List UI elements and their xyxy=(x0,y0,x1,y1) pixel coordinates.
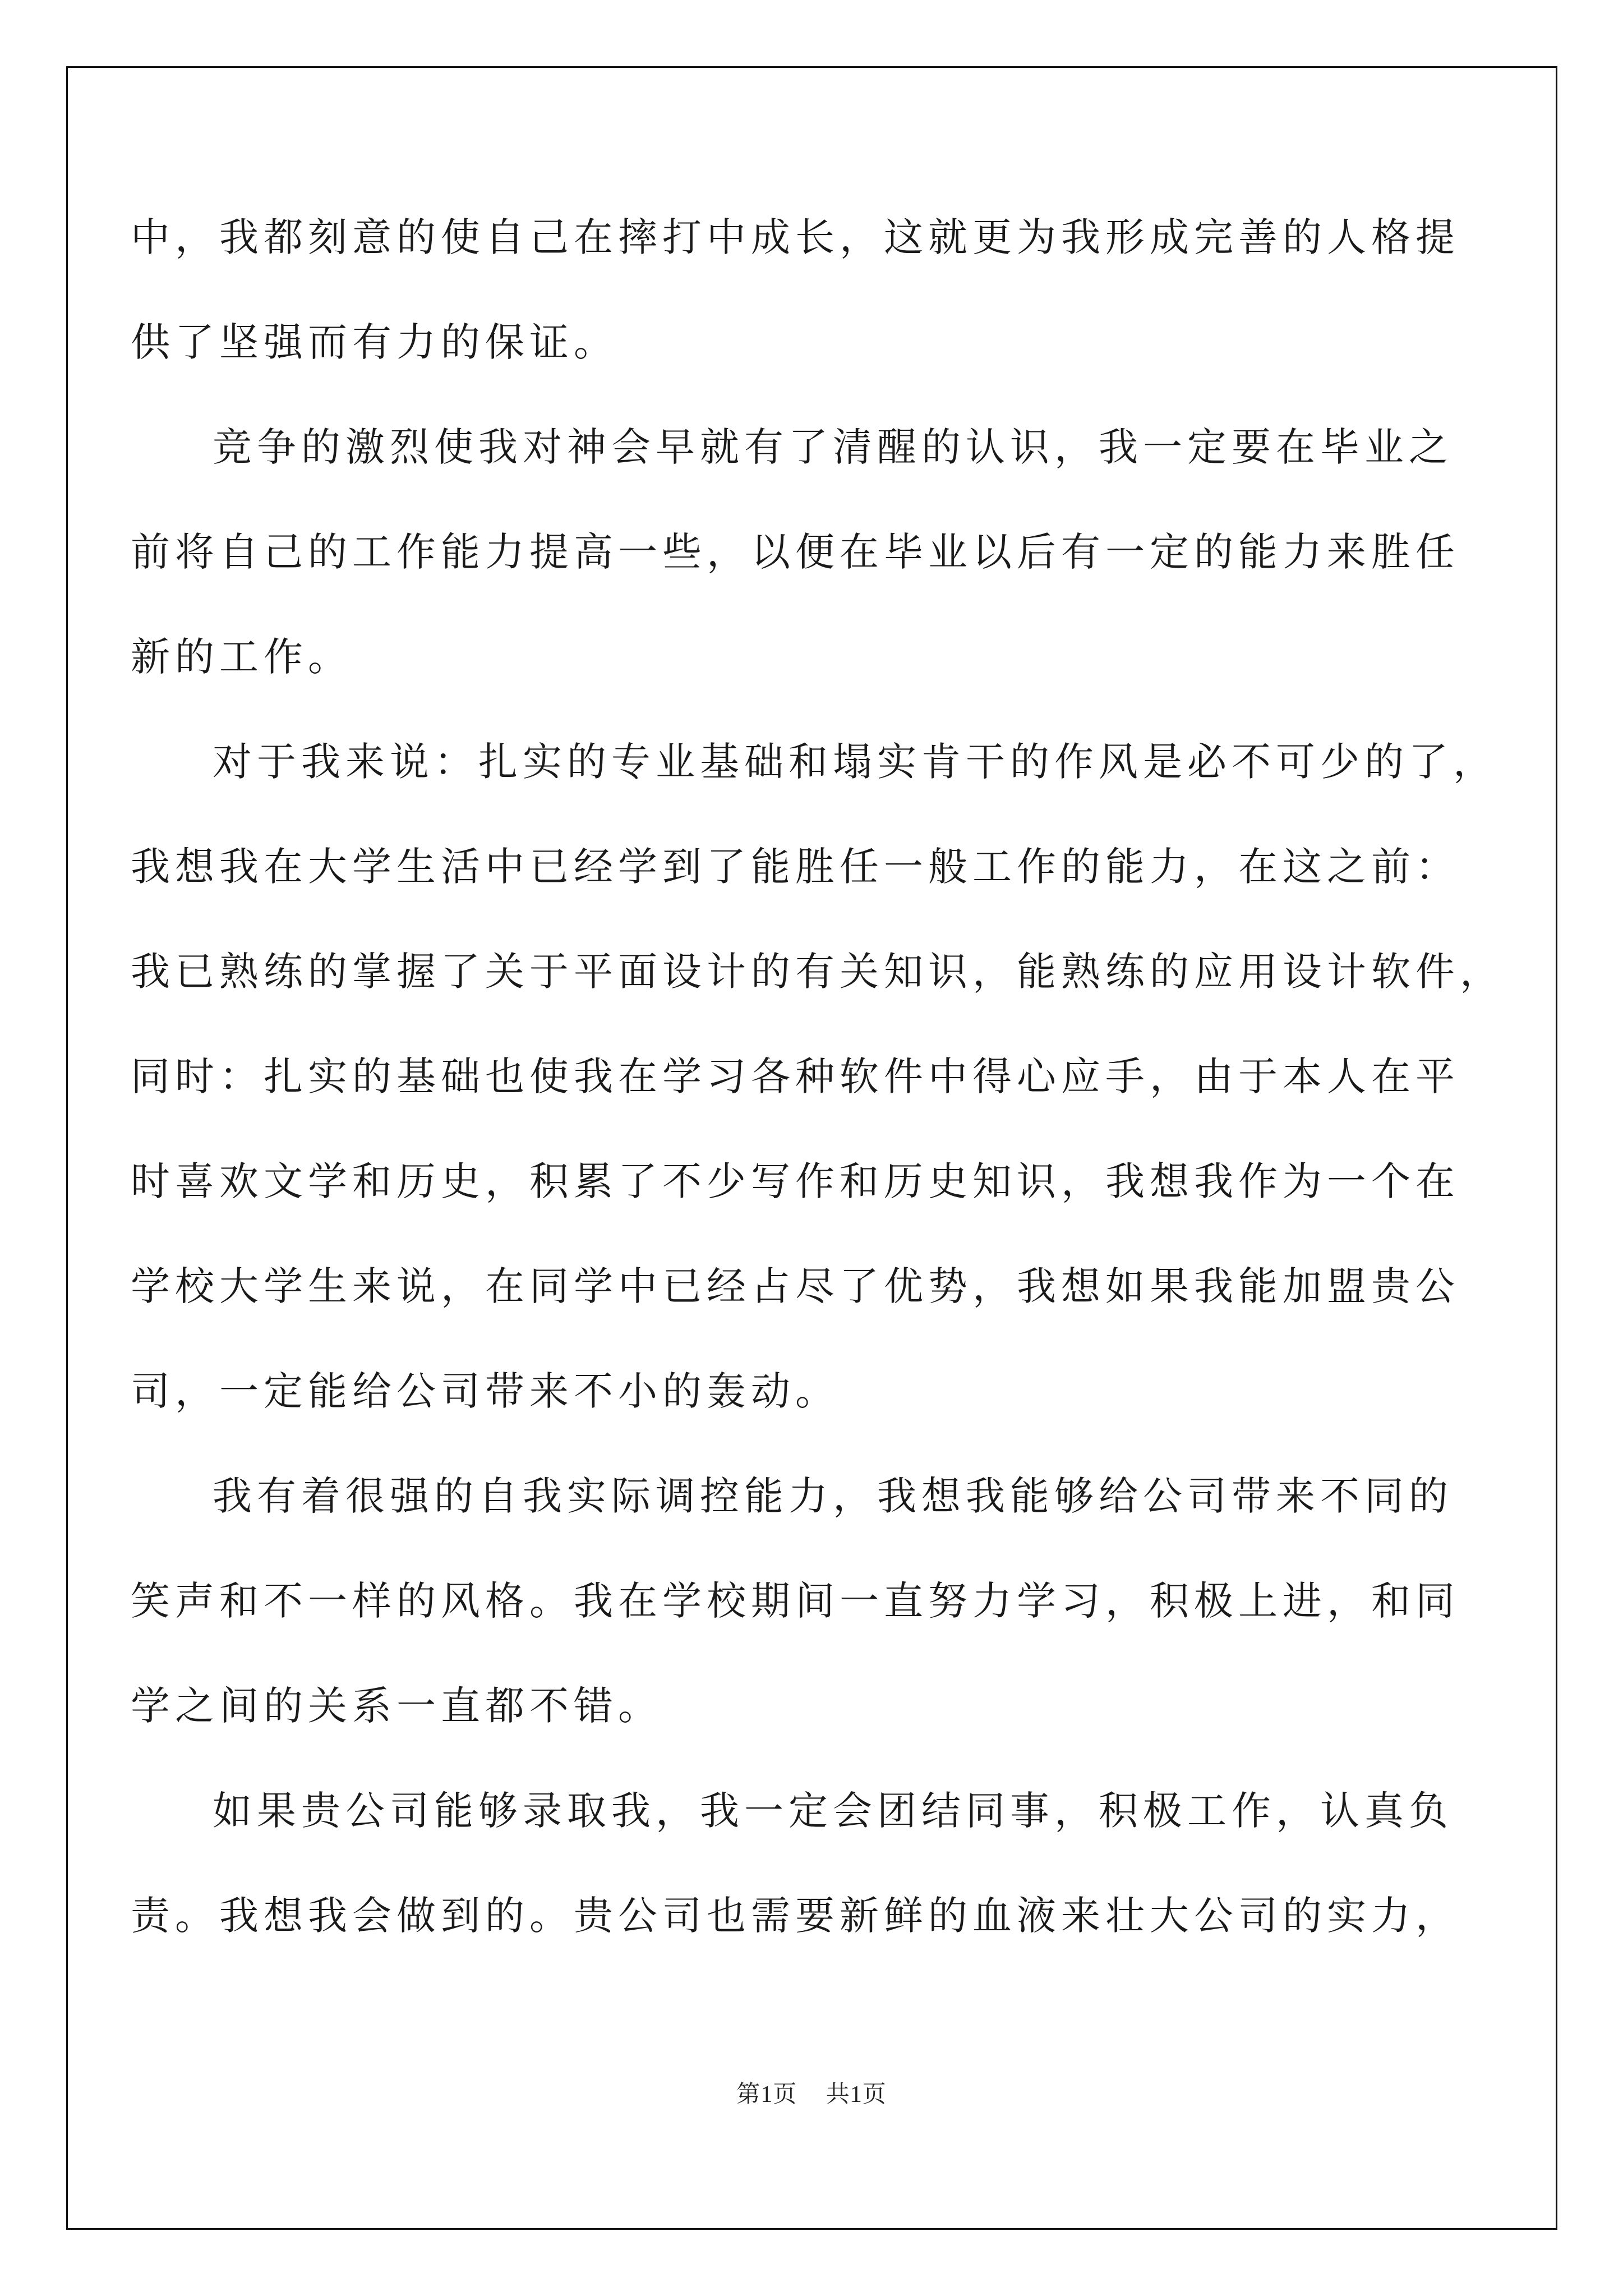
text-line: 学之间的关系一直都不错。 xyxy=(131,1683,662,1729)
page-number: 第1页 xyxy=(736,2082,797,2108)
text-line: 同时：扎实的基础也使我在学习各种软件中得心应手，由于本人在平 xyxy=(131,1053,1460,1099)
text-line: 竞争的激烈使我对神会早就有了清醒的认识，我一定要在毕业之 xyxy=(213,424,1453,470)
text-line: 前将自己的工作能力提高一些，以便在毕业以后有一定的能力来胜任 xyxy=(131,529,1460,575)
text-line: 责。我想我会做到的。贵公司也需要新鲜的血液来壮大公司的实力， xyxy=(131,1893,1460,1939)
text-line: 供了坚强而有力的保证。 xyxy=(131,319,618,365)
text-line: 新的工作。 xyxy=(131,634,352,680)
page-footer xyxy=(0,2076,1623,2109)
text-line: 学校大学生来说，在同学中已经占尽了优势，我想如果我能加盟贵公 xyxy=(131,1263,1460,1309)
page-total: 共1页 xyxy=(826,2082,887,2108)
text-line: 我有着很强的自我实际调控能力，我想我能够给公司带来不同的 xyxy=(213,1473,1453,1519)
text-line: 对于我来说：扎实的专业基础和塌实肯干的作风是必不可少的了， xyxy=(213,739,1497,785)
text-line: 时喜欢文学和历史，积累了不少写作和历史知识，我想我作为一个在 xyxy=(131,1158,1460,1204)
text-line: 我已熟练的掌握了关于平面设计的有关知识，能熟练的应用设计软件， xyxy=(131,949,1504,995)
document-body xyxy=(131,185,1504,1968)
text-line: 笑声和不一样的风格。我在学校期间一直努力学习，积极上进，和同 xyxy=(131,1578,1460,1624)
text-line: 中，我都刻意的使自己在摔打中成长，这就更为我形成完善的人格提 xyxy=(131,214,1460,260)
text-line: 如果贵公司能够录取我，我一定会团结同事，积极工作，认真负 xyxy=(213,1788,1453,1834)
text-line: 司，一定能给公司带来不小的轰动。 xyxy=(131,1368,840,1414)
text-line: 我想我在大学生活中已经学到了能胜任一般工作的能力，在这之前： xyxy=(131,844,1460,890)
